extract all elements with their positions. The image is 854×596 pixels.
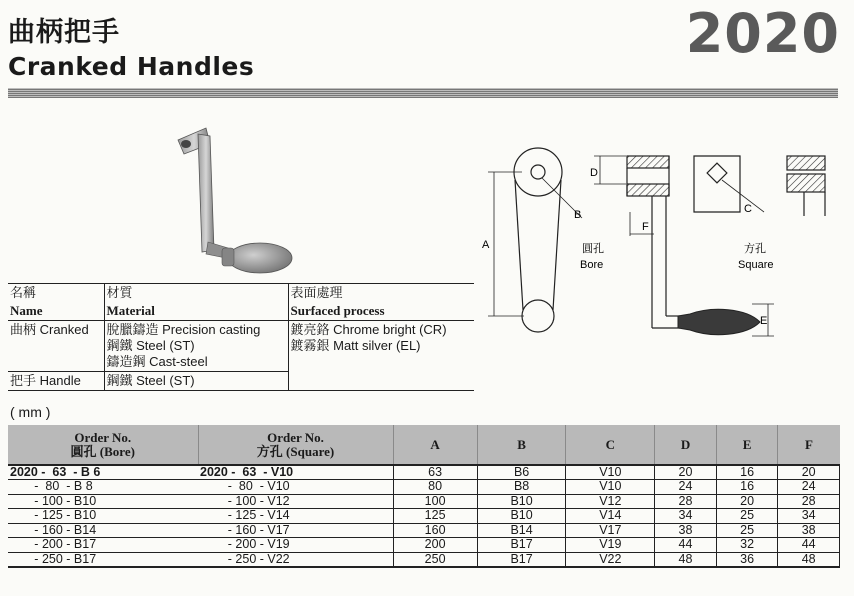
dimension-cell: 125 <box>393 509 477 524</box>
table-row <box>8 552 840 567</box>
col-b: B <box>477 425 566 465</box>
dimension-cell: 38 <box>655 523 717 538</box>
dimension-cell: 200 <box>393 538 477 553</box>
product-photo <box>170 122 300 282</box>
col-a: A <box>393 425 477 465</box>
dimension-cell: B17 <box>477 538 566 553</box>
order-number-cell: - 80 - V10 <box>198 480 393 495</box>
col-order-square-zh: 方孔 (Square) <box>256 443 335 459</box>
material-line: 脫臘鑄造 Precision casting <box>106 322 261 337</box>
mat-row-crank-material <box>104 321 288 372</box>
header-divider <box>8 88 838 98</box>
dimension-cell: 16 <box>716 465 778 480</box>
dimension-cell: 80 <box>393 480 477 495</box>
col-order-bore-en: Order No. <box>74 429 132 445</box>
unit-label: ( mm ) <box>10 404 51 420</box>
col-d: D <box>655 425 717 465</box>
dimension-cell: 34 <box>655 509 717 524</box>
page-title-zh: 曲柄把手 <box>8 17 120 47</box>
order-number-cell: 2020 - 63 - V10 <box>198 465 393 480</box>
dimension-cell: 250 <box>393 552 477 567</box>
mat-row-handle-name: 把手 Handle <box>8 372 104 391</box>
dimension-cell: 48 <box>778 552 840 567</box>
order-number-cell: - 200 - V19 <box>198 538 393 553</box>
order-number-cell: - 250 - V22 <box>198 552 393 567</box>
col-order-bore-zh: 圓孔 (Bore) <box>70 443 135 459</box>
hd-surface-zh: 表面處理 <box>288 284 474 303</box>
table-row <box>8 494 840 509</box>
materials-table <box>8 283 474 391</box>
col-e: E <box>716 425 778 465</box>
col-c: C <box>566 425 655 465</box>
order-number-cell: - 125 - B10 <box>8 509 198 524</box>
order-number-cell: - 250 - B17 <box>8 552 198 567</box>
label-b: B <box>574 209 582 221</box>
square-detail <box>694 156 740 212</box>
col-order-bore <box>8 425 198 465</box>
dimension-cell: 28 <box>655 494 717 509</box>
material-line: 鋼鐵 Steel (ST) <box>106 338 195 353</box>
dimension-cell: 16 <box>716 480 778 495</box>
order-number-cell: - 160 - B14 <box>8 523 198 538</box>
order-number-cell: 2020 - 63 - B 6 <box>8 465 198 480</box>
hd-surface-en: Surfaced process <box>288 302 474 321</box>
table-row <box>8 480 840 495</box>
label-e: E <box>760 315 768 327</box>
hd-material-en: Material <box>104 302 288 321</box>
dimension-cell: 36 <box>716 552 778 567</box>
technical-drawing <box>482 140 842 340</box>
dimension-cell: 20 <box>655 465 717 480</box>
order-number-cell: - 125 - V14 <box>198 509 393 524</box>
dimension-cell: 44 <box>655 538 717 553</box>
square-section <box>787 156 825 216</box>
col-order-square <box>198 425 393 465</box>
square-label-zh: 方孔 <box>744 243 766 255</box>
dimension-cell: 63 <box>393 465 477 480</box>
dimension-cell: B10 <box>477 494 566 509</box>
dimension-cell: 38 <box>778 523 840 538</box>
handle-knob <box>678 309 760 334</box>
dimension-cell: 25 <box>716 523 778 538</box>
dimension-cell: B6 <box>477 465 566 480</box>
dimension-cell: 100 <box>393 494 477 509</box>
dimension-cell: 24 <box>655 480 717 495</box>
dimension-cell: 44 <box>778 538 840 553</box>
order-number-cell: - 100 - B10 <box>8 494 198 509</box>
table-row <box>8 509 840 524</box>
order-number-cell: - 100 - V12 <box>198 494 393 509</box>
dimension-cell: 24 <box>778 480 840 495</box>
dimension-cell: 25 <box>716 509 778 524</box>
mat-row-handle-material: 鋼鐵 Steel (ST) <box>104 372 288 391</box>
dimension-cell: B17 <box>477 552 566 567</box>
hd-material-zh: 材質 <box>104 284 288 303</box>
crank-arm-view <box>514 148 562 332</box>
col-f: F <box>778 425 840 465</box>
mat-row-surface <box>288 321 474 391</box>
dimension-cell: V10 <box>566 465 655 480</box>
dimension-cell: 34 <box>778 509 840 524</box>
bore-label-en: Bore <box>580 259 604 271</box>
bore-label-zh: 圓孔 <box>582 243 604 255</box>
label-f: F <box>642 221 649 233</box>
order-number-cell: - 200 - B17 <box>8 538 198 553</box>
dimension-cell: V19 <box>566 538 655 553</box>
dimension-cell: V17 <box>566 523 655 538</box>
page-title-en: Cranked Handles <box>8 52 255 81</box>
dimension-cell: 48 <box>655 552 717 567</box>
dimension-cell: V22 <box>566 552 655 567</box>
dimension-cell: 20 <box>778 465 840 480</box>
dimension-cell: V14 <box>566 509 655 524</box>
square-label-en: Square <box>738 259 774 271</box>
hd-name-en: Name <box>8 302 104 321</box>
col-order-square-en: Order No. <box>267 429 324 445</box>
mat-row-crank-name: 曲柄 Cranked <box>8 321 104 372</box>
dimension-cell: 28 <box>778 494 840 509</box>
dimension-cell: B14 <box>477 523 566 538</box>
label-a: A <box>482 239 490 251</box>
dimension-cell: 32 <box>716 538 778 553</box>
surface-line: 鍍亮鉻 Chrome bright (CR) <box>290 322 447 337</box>
spec-header-row <box>8 425 840 465</box>
dimension-cell: 160 <box>393 523 477 538</box>
dimension-cell: V10 <box>566 480 655 495</box>
label-d: D <box>590 167 598 179</box>
surface-line: 鍍霧銀 Matt silver (EL) <box>290 338 421 353</box>
table-row <box>8 523 840 538</box>
spec-table <box>8 425 840 568</box>
section-view <box>627 156 680 328</box>
material-line: 鑄造鋼 Cast-steel <box>106 354 208 369</box>
product-code: 2020 <box>685 2 840 65</box>
dimension-cell: 20 <box>716 494 778 509</box>
order-number-cell: - 80 - B 8 <box>8 480 198 495</box>
label-c: C <box>744 203 752 215</box>
dimension-cell: V12 <box>566 494 655 509</box>
hd-name-zh: 名稱 <box>8 284 104 303</box>
order-number-cell: - 160 - V17 <box>198 523 393 538</box>
table-row <box>8 465 840 480</box>
table-row <box>8 538 840 553</box>
dimension-cell: B8 <box>477 480 566 495</box>
dimension-cell: B10 <box>477 509 566 524</box>
